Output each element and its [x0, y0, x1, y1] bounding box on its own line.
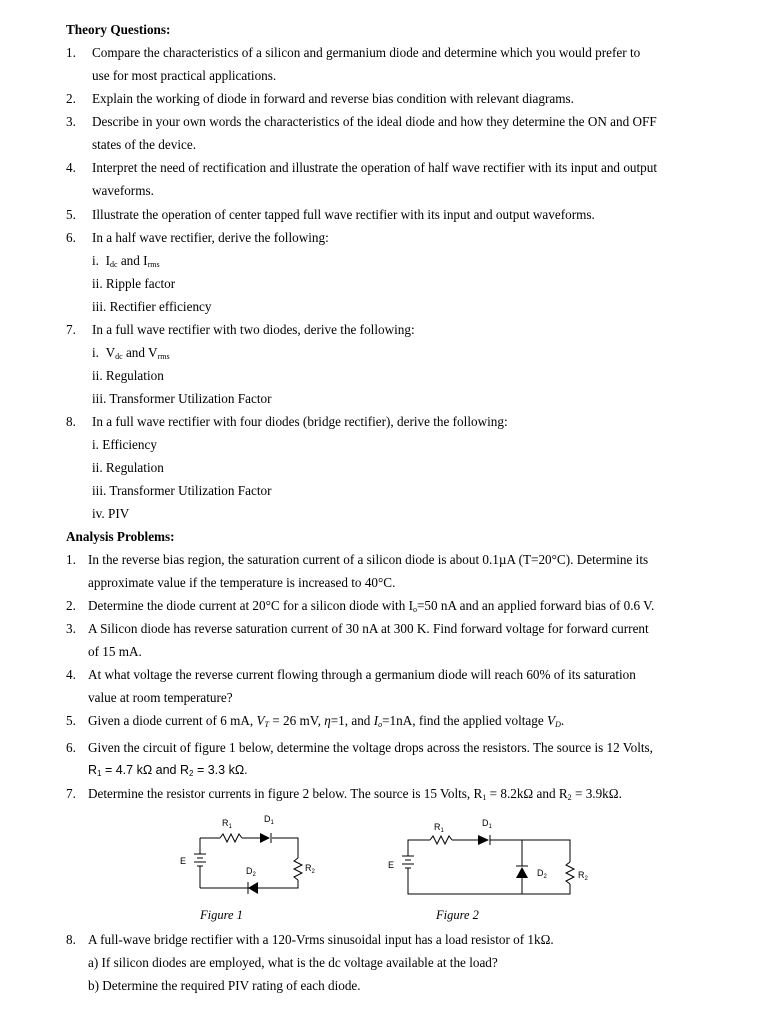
p5-vt-sub: T — [264, 720, 269, 729]
fig2-label-r1: $R_1$ — [434, 822, 444, 834]
q1-line2: use for most practical applications. — [92, 68, 277, 83]
p2-io-sub: o — [412, 605, 417, 614]
q7-item-ii: ii. Regulation — [92, 368, 164, 383]
fig2-wire-top-right — [490, 840, 570, 862]
fig1-wire-bottom — [200, 880, 298, 888]
p2-pre: Determine the diode current at 20°C for a silicon diode with I — [88, 598, 413, 613]
fig1-label-d2: $D_2$ — [246, 866, 256, 878]
p8-number: 8. — [66, 932, 76, 947]
q7-line1: In a full wave rectifier with two diodes, derive the following: — [92, 322, 415, 337]
fig2-diode-d1 — [478, 835, 489, 845]
q6-item-i — [92, 253, 160, 269]
q8-item-iii: iii. Transformer Utilization Factor — [92, 483, 272, 498]
q3-line1: Describe in your own words the characteristics of the ideal diode and how they determine the ON and OFF — [92, 114, 657, 129]
q2-number: 2. — [66, 91, 76, 106]
p7-r2-sub: 2 — [567, 793, 572, 802]
q4-number: 4. — [66, 160, 76, 175]
p5-t5: . — [560, 713, 565, 728]
q6-idc: I — [105, 253, 110, 268]
q6-item-i-label: i. — [92, 253, 99, 268]
q8-line1: In a full wave rectifier with four diodes (bridge rectifier), derive the following: — [92, 414, 508, 429]
p5-number: 5. — [66, 713, 76, 728]
q6-item-iii: iii. Rectifier efficiency — [92, 299, 212, 314]
q7-number: 7. — [66, 322, 76, 337]
fig1-label-r2: $R_2$ — [305, 863, 315, 875]
q5-number: 5. — [66, 207, 76, 222]
p7-post: = 3.9kΩ. — [571, 786, 622, 801]
fig2-resistor-r2 — [566, 862, 574, 884]
p3-number: 3. — [66, 621, 76, 636]
p4-line2: value at room temperature? — [88, 690, 233, 705]
q7-item-i-label: i. — [92, 345, 99, 360]
analysis-heading: Analysis Problems: — [66, 529, 175, 544]
p3-line2: of 15 mA. — [88, 644, 142, 659]
fig1-label-e: E — [180, 856, 187, 866]
q7-and: and V — [122, 345, 158, 360]
p5-t2: = 26 mV, — [268, 713, 325, 728]
q7-item-i — [92, 345, 170, 361]
fig1-label-r1: $R_1$ — [222, 818, 232, 830]
q1-number: 1. — [66, 45, 76, 60]
q6-line1: In a half wave rectifier, derive the following: — [92, 230, 329, 245]
p5-t1: Given a diode current of 6 mA, — [88, 713, 257, 728]
p5-line1 — [88, 713, 564, 729]
q8-item-iv: iv. PIV — [92, 506, 130, 521]
p1-line2: approximate value if the temperature is increased to 40°C. — [88, 575, 396, 590]
p6-r1: R — [88, 763, 98, 777]
p2-number: 2. — [66, 598, 76, 613]
q6-number: 6. — [66, 230, 76, 245]
p5-eta: η — [324, 713, 331, 728]
p8-line1: A full-wave bridge rectifier with a 120-Vrms sinusoidal input has a load resistor of 1kΩ. — [88, 932, 554, 947]
fig1-diode-d1 — [260, 833, 270, 843]
fig1-diode-d2 — [248, 882, 258, 894]
q6-and: and I — [117, 253, 148, 268]
q4-line2: waveforms. — [92, 183, 154, 198]
fig2-resistor-r1 — [430, 836, 452, 844]
p7-number: 7. — [66, 786, 76, 801]
fig2-label-d2: $D_2$ — [537, 868, 547, 880]
q3-line2: states of the device. — [92, 137, 196, 152]
p3-line1: A Silicon diode has reverse saturation current of 30 nA at 300 K. Find forward voltage for forward current — [88, 621, 649, 636]
p8-item-b: b) Determine the required PIV rating of each diode. — [88, 978, 361, 993]
p6-r1-sub: 1 — [97, 769, 102, 778]
theory-heading: Theory Questions: — [66, 22, 171, 37]
q6-idc-sub: dc — [109, 260, 118, 269]
q8-item-i: i. Efficiency — [92, 437, 157, 452]
p6-line2 — [88, 763, 248, 778]
p7-pre: Determine the resistor currents in figure 2 below. The source is 15 Volts, R — [88, 786, 483, 801]
q7-vdc-sub: dc — [115, 352, 123, 361]
q1-line1: Compare the characteristics of a silicon and germanium diode and determine which you would prefer to — [92, 45, 641, 60]
p5-io: I — [373, 713, 379, 728]
p7-mid: = 8.2kΩ and R — [486, 786, 568, 801]
fig2-label-e: E — [388, 860, 395, 870]
p1-line1: In the reverse bias region, the saturation current of a silicon diode is about 0.1µA (T=20°C). Determine its — [88, 552, 649, 567]
p6-r2-sub: 2 — [189, 769, 194, 778]
p5-vd-sub: D — [555, 720, 561, 729]
figure-1-circuit — [170, 808, 340, 898]
fig1-wire-top-right — [272, 838, 298, 858]
q7-vrms-sub: rms — [157, 352, 170, 361]
p5-t4: =1nA, find the applied voltage — [382, 713, 548, 728]
p5-vt: V — [256, 713, 265, 728]
q8-number: 8. — [66, 414, 76, 429]
fig2-wire-top-left — [408, 840, 430, 850]
p7-line1 — [88, 786, 622, 802]
figure-2-circuit — [380, 810, 610, 905]
p4-number: 4. — [66, 667, 76, 682]
p6-r1-val: = 4.7 kΩ and R — [101, 763, 190, 777]
p6-number: 6. — [66, 740, 76, 755]
p2-line1 — [88, 598, 654, 614]
q7-item-iii: iii. Transformer Utilization Factor — [92, 391, 272, 406]
p5-io-sub: o — [378, 720, 383, 729]
q5-line1: Illustrate the operation of center tapped full wave rectifier with its input and output waveforms. — [92, 207, 595, 222]
q6-irms-sub: rms — [147, 260, 160, 269]
q3-number: 3. — [66, 114, 76, 129]
p1-number: 1. — [66, 552, 76, 567]
fig2-label-r2: $R_2$ — [578, 870, 588, 882]
q4-line1: Interpret the need of rectification and illustrate the operation of half wave rectifier with its input and output — [92, 160, 658, 175]
p6-r2-val: = 3.3 kΩ. — [193, 763, 248, 777]
fig1-resistor-r1 — [220, 834, 242, 842]
q8-item-ii: ii. Regulation — [92, 460, 164, 475]
fig1-label-d1: $D_1$ — [264, 814, 274, 826]
q7-vdc: V — [105, 345, 116, 360]
figure-1-caption: Figure 1 — [200, 908, 243, 922]
q6-item-ii: ii. Ripple factor — [92, 276, 176, 291]
p4-line1: At what voltage the reverse current flowing through a germanium diode will reach 60% of its saturation — [88, 667, 636, 682]
q2-line1: Explain the working of diode in forward and reverse bias condition with relevant diagrams. — [92, 91, 574, 106]
p2-post: =50 nA and an applied forward bias of 0.6 V. — [416, 598, 655, 613]
figure-2-caption: Figure 2 — [436, 908, 479, 922]
fig2-label-d1: $D_1$ — [482, 818, 492, 830]
fig2-diode-d2 — [516, 867, 528, 878]
p6-line1: Given the circuit of figure 1 below, determine the voltage drops across the resistors. The source is 12 Volts, — [88, 740, 653, 755]
p5-vd: V — [547, 713, 556, 728]
p7-r1-sub: 1 — [482, 793, 487, 802]
p5-t3: =1, and — [330, 713, 374, 728]
fig1-resistor-r2 — [294, 858, 302, 880]
p8-item-a: a) If silicon diodes are employed, what is the dc voltage available at the load? — [88, 955, 498, 970]
